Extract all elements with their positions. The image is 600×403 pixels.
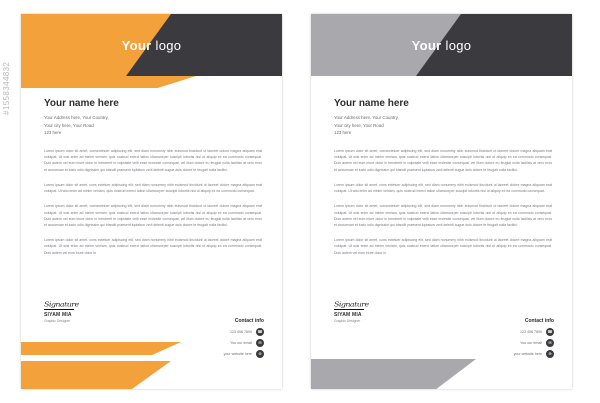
recipient-address-line-2: Your city here, Your Road [334,122,384,128]
recipient-name: Your name here [334,98,409,109]
body-paragraphs [334,148,552,265]
mail-icon: ✉ [256,339,264,347]
body-paragraph: Lorem ipsum dolor sit amet, cons ectetuer adipiscing elit, sed diam nonummy nibh euismod tincidunt ut laoreet dolore magna aliquam erat volutpat. Ut wisi enim ad minim veniam, quis nostrud exerci tation ullamcorper suscipit lobortis nisl ut aliquip ex ea commodo consequat. [44,182,262,194]
contact-title: Contact info [524,318,554,324]
body-orange [21,76,282,389]
signature-mark: Signature [334,300,369,308]
phone-icon: ☎ [257,329,263,334]
globe-icon: ⊕ [256,350,264,358]
contact-block [224,318,264,361]
signature-role: Graphic Designer [334,319,361,323]
contact-title: Contact info [234,318,264,324]
contact-phone-text: 123 456 7890 [230,330,252,334]
body-paragraph: Lorem ipsum dolor sit amet, consectetuer adipiscing elit, sed diam nonummy nibh euismod tincidunt ut laoreet dolore magna aliquam erat volutpat. Ut wisi enim ad minim veniam, quis nostrud exerci tation ullamcorper suscipit lobortis nisl ut aliquip ex ea commodo consequat. Duis autem vel eum iriure dolor in hendrerit in vulputate velit esse molestie consequat, vel illum dolore eu feugiat nulla facilisis at vero eros et accumsan et iusto odio dignissim qui blandit praesent luptatum zzril delenit augue duis dolore te feugait nulla facilisi. [44,149,262,172]
body-paragraphs [44,148,262,265]
recipient-block [44,98,244,137]
body-paragraph: Lorem ipsum dolor sit amet, consectetuer adipiscing elit, sed diam nonummy nibh euismod tincidunt ut laoreet dolore magna aliquam erat volutpat. Ut wisi enim ad minim veniam, quis nostrud exerci tation ullamcorper suscipit lobortis nisl ut aliquip ex ea commodo consequat. Duis autem vel eum iriure dolor in hendrerit in vulputate velit esse molestie consequat, vel illum dolore eu feugiat nulla facilisis at vero eros et accumsan et iusto odio dignissim qui blandit praesent luptatum zzril delenit augue duis dolore te feugait nulla facilisi. [334,204,552,227]
contact-row-email[interactable] [514,339,554,347]
signature-name: SIYAM MIA [44,312,72,318]
body-gray [311,76,572,389]
recipient-address-line-3: 123 here [44,130,62,136]
body-paragraph: Lorem ipsum dolor sit amet, cons ectetuer adipiscing elit, sed diam nonummy nibh euismod tincidunt ut laoreet dolore magna aliquam erat volutpat. Ut wisi enim ad minim veniam, quis nostrud exerci tation ullamcorper suscipit lobortis nisl ut aliquip ex ea commodo consequat. Duis autem vel eum iriure dolor in [334,238,552,255]
signature-rule [334,309,364,310]
contact-row-email[interactable] [224,339,264,347]
body-paragraph: Lorem ipsum dolor sit amet, cons ectetuer adipiscing elit, sed diam nonummy nibh euismod tincidunt ut laoreet dolore magna aliquam erat volutpat. Ut wisi enim ad minim veniam, quis nostrud exerci tation ullamcorper suscipit lobortis nisl ut aliquip ex ea commodo consequat. [334,182,552,194]
signature-block [44,299,79,323]
logo [21,14,282,76]
phone-icon: ☎ [547,329,553,334]
signature-rule [44,309,74,310]
contact-row-website[interactable] [224,350,264,358]
contact-email-text: You our email [230,341,252,345]
body-paragraph: Lorem ipsum dolor sit amet, cons ectetuer adipiscing elit, sed diam nonummy nibh euismod tincidunt ut laoreet dolore magna aliquam erat volutpat. Ut wisi enim ad minim veniam, quis nostrud exerci tation ullamcorper suscipit lobortis nisl ut aliquip ex ea commodo consequat. Duis autem vel eum iriure dolor in [44,238,262,255]
logo-thin-text: logo [155,37,182,53]
contact-block [514,318,554,361]
recipient-address-line-3: 123 here [334,130,352,136]
letterhead-orange [21,14,282,389]
header-orange [21,14,282,76]
body-paragraph: Lorem ipsum dolor sit amet, consectetuer adipiscing elit, sed diam nonummy nibh euismod tincidunt ut laoreet dolore magna aliquam erat volutpat. Ut wisi enim ad minim veniam, quis nostrud exerci tation ullamcorper suscipit lobortis nisl ut aliquip ex ea commodo consequat. Duis autem vel eum iriure dolor in hendrerit in vulputate velit esse molestie consequat, vel illum dolore eu feugiat nulla facilisis at vero eros et accumsan et iusto odio dignissim qui blandit praesent luptatum zzril delenit augue duis dolore te feugait nulla facilisi. [44,204,262,227]
body-paragraph: Lorem ipsum dolor sit amet, consectetuer adipiscing elit, sed diam nonummy nibh euismod tincidunt ut laoreet dolore magna aliquam erat volutpat. Ut wisi enim ad minim veniam, quis nostrud exerci tation ullamcorper suscipit lobortis nisl ut aliquip ex ea commodo consequat. Duis autem vel eum iriure dolor in hendrerit in vulputate velit esse molestie consequat, vel illum dolore eu feugiat nulla facilisis at vero eros et accumsan et iusto odio dignissim qui blandit praesent luptatum zzril delenit augue duis dolore te feugait nulla facilisi. [334,149,552,172]
signature-role: Graphic Designer [44,319,71,323]
contact-website-text: your website here [513,352,542,356]
header-gray [311,14,572,76]
contact-row-phone[interactable] [224,328,264,336]
signature-name: SIYAM MIA [334,312,362,318]
recipient-address-line-1: Your Address here, Your Country, [44,115,109,120]
watermark-id: #1558344832 [2,61,11,115]
contact-website-text: your website here [223,352,252,356]
mail-icon: ✉ [546,339,554,347]
recipient-address-line-1: Your Address here, Your Country, [334,115,399,120]
recipient-block [334,98,534,137]
recipient-address-line-2: Your city here, Your Road [44,122,94,128]
logo-bold-text: Your [411,37,442,53]
signature-mark: Signature [44,300,79,308]
logo-bold-text: Your [121,37,152,53]
recipient-name: Your name here [44,98,119,109]
contact-row-phone[interactable] [514,328,554,336]
logo [311,14,572,76]
contact-row-website[interactable] [514,350,554,358]
contact-email-text: You our email [520,341,542,345]
globe-icon: ⊕ [546,350,554,358]
letterhead-gray [311,14,572,389]
signature-block [334,299,369,323]
logo-thin-text: logo [445,37,472,53]
contact-phone-text: 123 456 7890 [520,330,542,334]
